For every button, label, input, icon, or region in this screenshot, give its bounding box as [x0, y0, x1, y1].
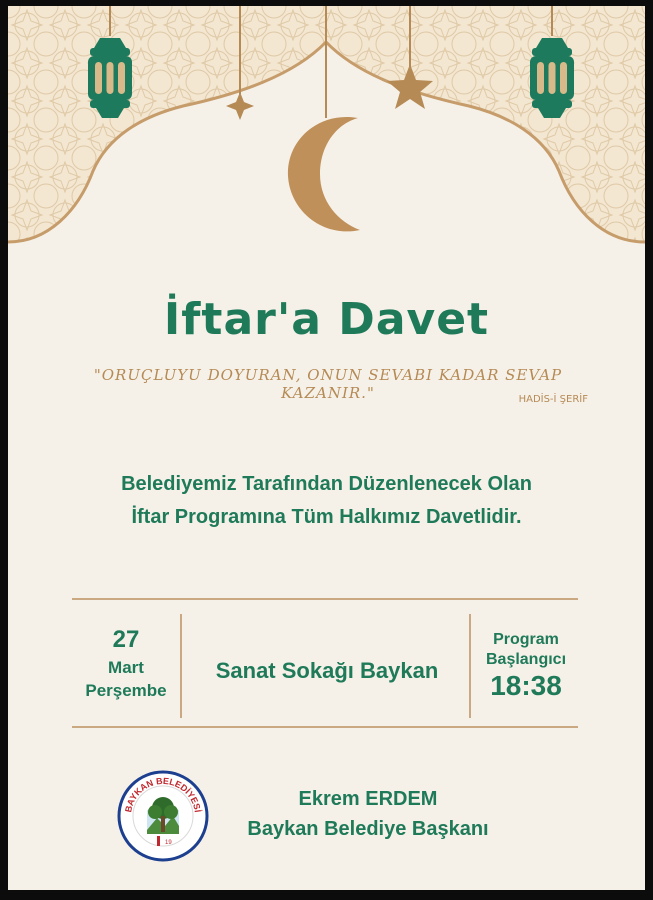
star-icon — [387, 64, 433, 109]
mayor-title: Baykan Belediye Başkanı — [247, 818, 489, 840]
svg-text:19: 19 — [165, 840, 172, 846]
program-start-time: 18:38 — [490, 670, 562, 701]
invitation-line-2: İftar Programına Tüm Halkımız Davetlidir. — [131, 506, 522, 528]
divider-bottom — [72, 726, 578, 728]
mayor-name: Ekrem ERDEM — [298, 788, 438, 810]
iftar-invitation-poster — [8, 6, 645, 890]
crescent-moon-icon — [288, 117, 360, 231]
quote-source: HADİS-İ ŞERİF — [518, 394, 588, 405]
page-title: İftar'a Davet — [163, 294, 490, 345]
logo-text: BAYKAN BELEDİYESİ — [123, 775, 203, 814]
municipality-seal-icon — [117, 770, 209, 862]
event-month: Mart — [108, 658, 144, 677]
invitation-line-1: Belediyemiz Tarafından Düzenlenecek Olan — [121, 473, 532, 495]
event-venue: Sanat Sokağı Baykan — [215, 658, 439, 683]
divider-top — [72, 598, 578, 600]
lantern-icon — [88, 38, 132, 118]
event-day: 27 — [112, 626, 140, 653]
invitation-text — [28, 468, 625, 534]
program-start-label — [471, 630, 581, 670]
hadith-quote: "ORUÇLUYU DOYURAN, ONUN SEVABI KADAR SEVAP KAZANIR." — [93, 366, 563, 402]
program-label-line-1: Program — [493, 631, 559, 648]
lantern-icon — [530, 38, 574, 118]
divider-vertical-left — [180, 614, 182, 718]
program-label-line-2: Başlangıcı — [485, 651, 567, 668]
star-icon — [226, 92, 254, 120]
hanging-ornaments — [8, 6, 645, 266]
event-weekday: Perşembe — [85, 681, 167, 700]
